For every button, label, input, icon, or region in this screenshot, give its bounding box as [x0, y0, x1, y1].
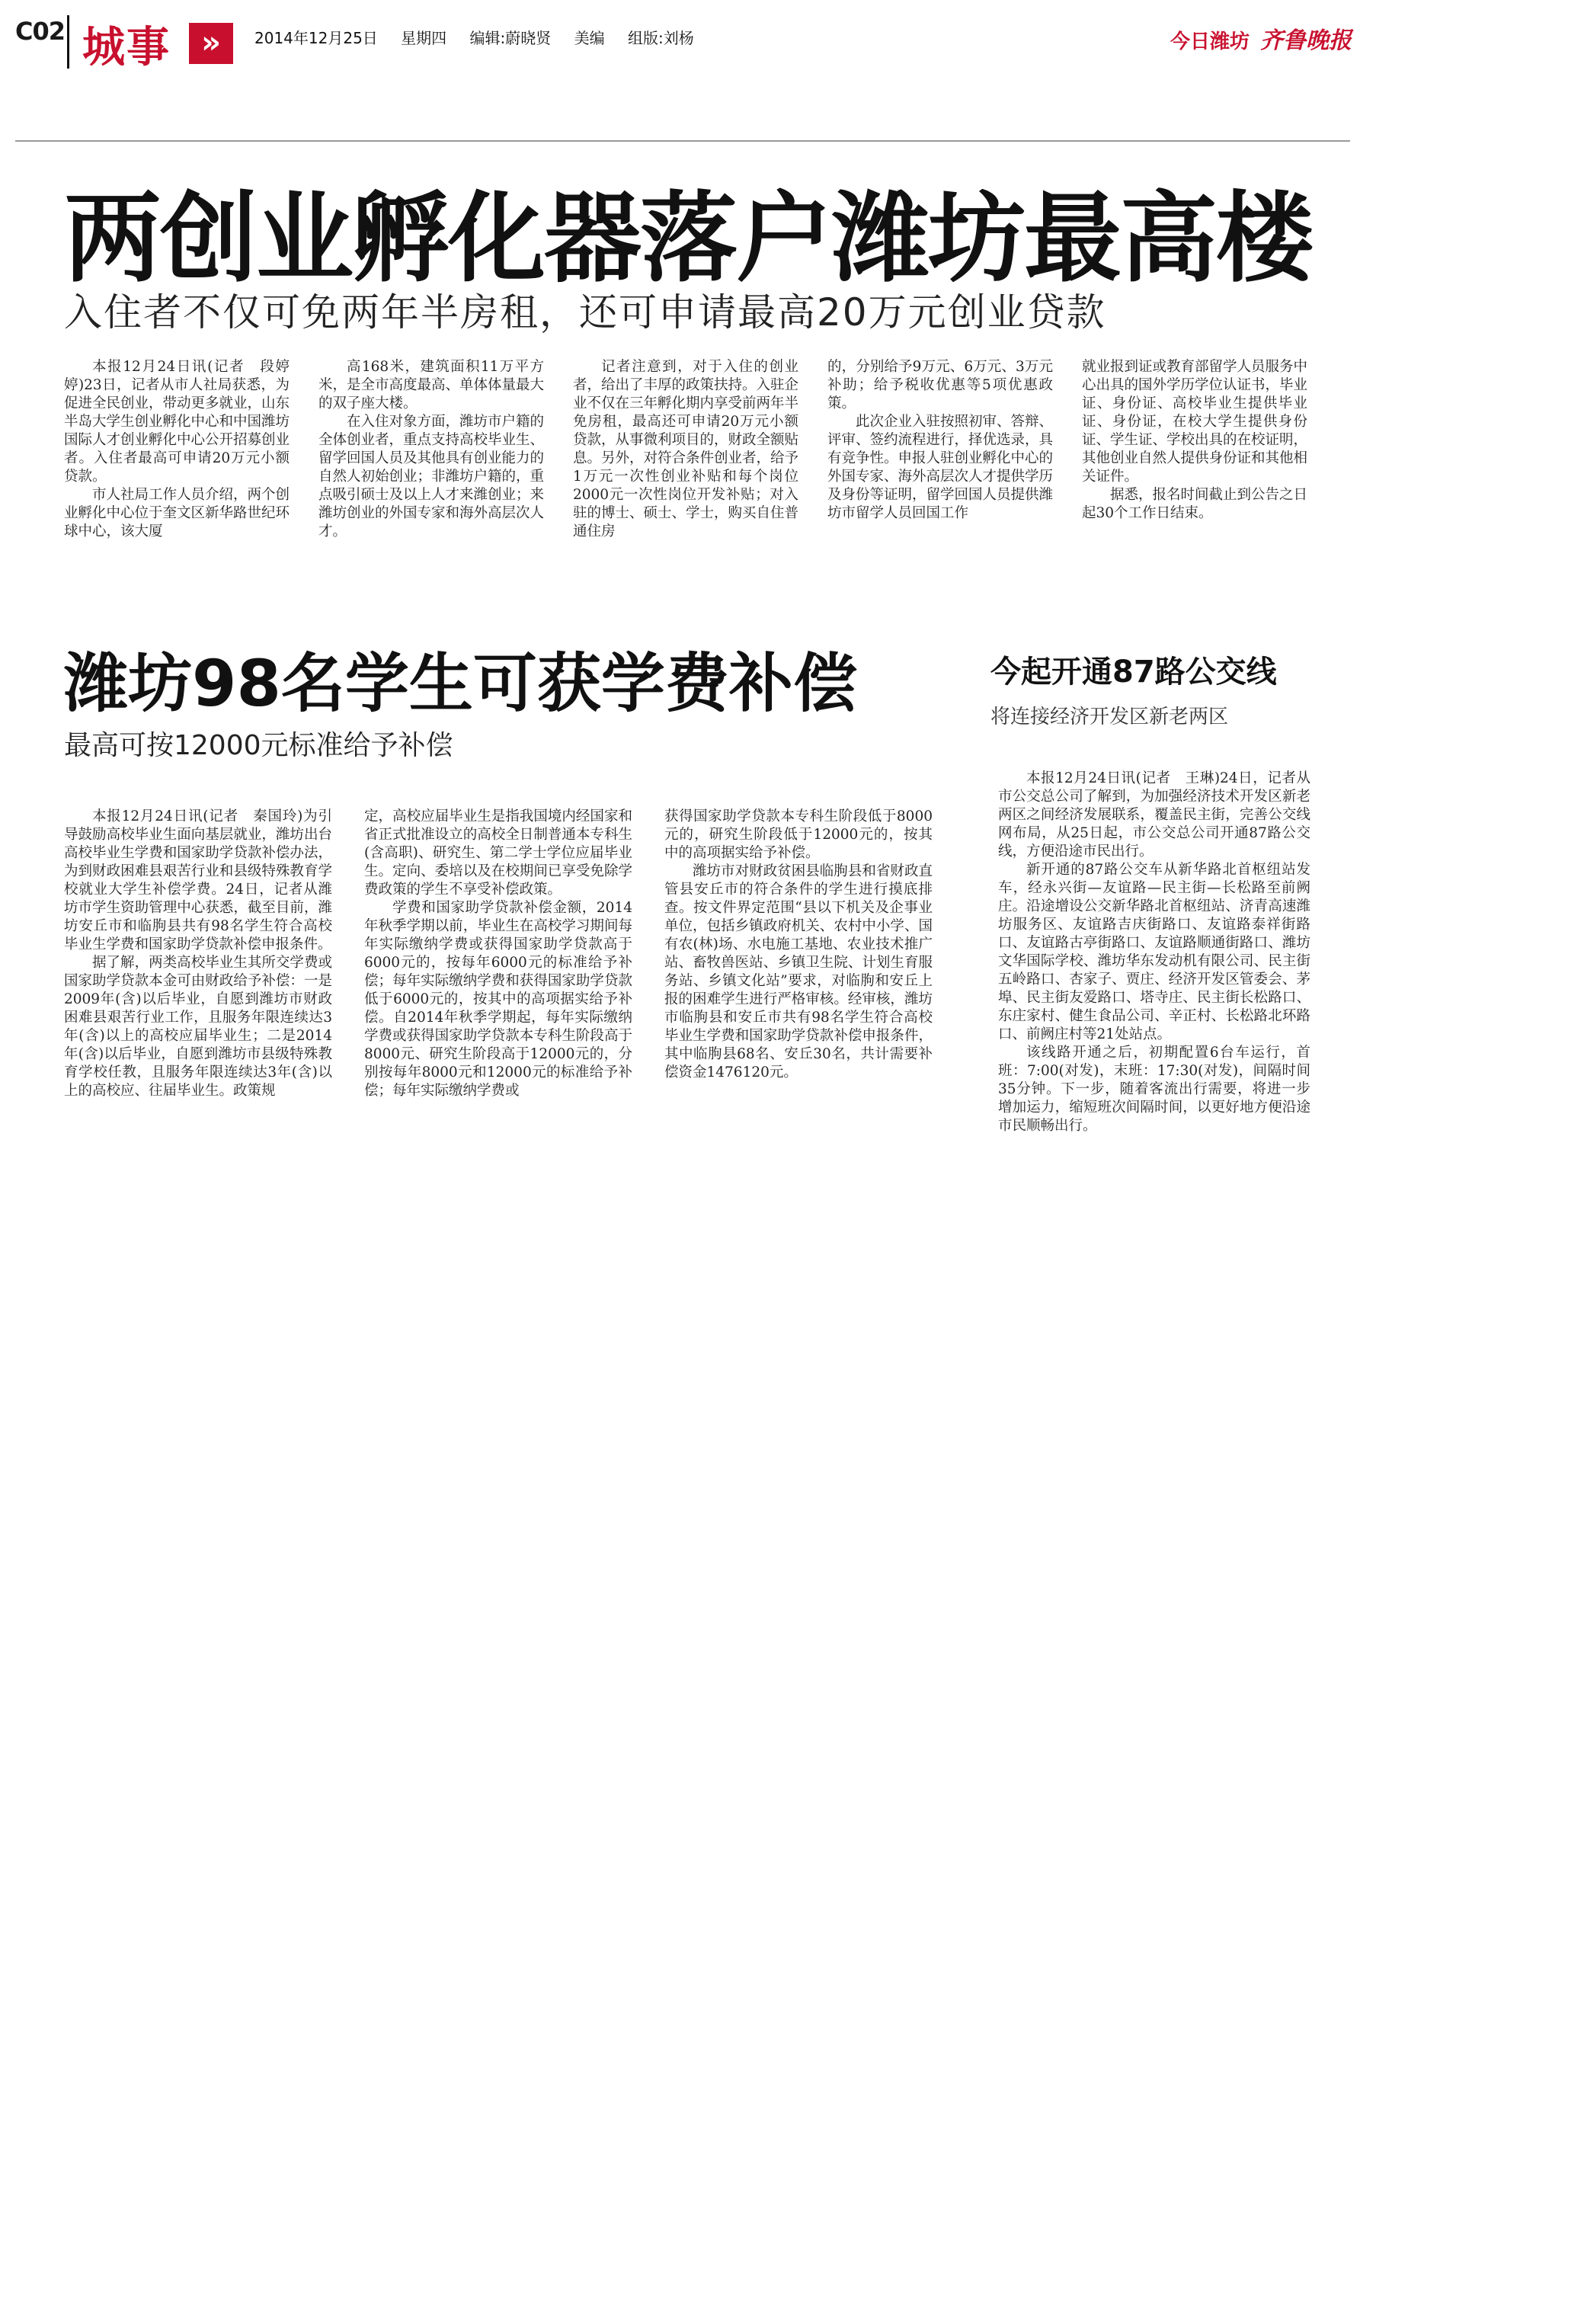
- article1-subheadline: 入住者不仅可免两年半房租，还可申请最高20万元创业贷款: [64, 290, 1106, 335]
- article1-paragraph: 在入住对象方面，潍坊市户籍的全体创业者，重点支持高校毕业生、留学回国人员及其他具有创业能力的自然人初始创业；非潍坊户籍的，重点吸引硕士及以上人才来潍创业；来潍坊创业的外国专家和海外高层次人才。: [318, 414, 545, 539]
- article2-headline: 潍坊98名学生可获学费补偿: [64, 646, 857, 721]
- issue-meta: [254, 26, 712, 48]
- article1-paragraph: 记者注意到，对于入住的创业者，给出了丰厚的政策扶持。入驻企业不仅在三年孵化期内享受前两年半免房租，最高还可申请20万元小额贷款，从事微利项目的，财政全额贴息。另外，对符合条件创业者，给予1万元一次性创业补贴和每个岗位2000元一次性岗位开发补贴；对入驻的博士、硕士、学士，购买自住普通住房: [573, 359, 799, 539]
- issue-date: 2014年12月25日: [254, 29, 378, 47]
- article3-paragraph: 新开通的87路公交车从新华路北首枢纽站发车，经永兴街—友谊路—民主街—长松路至前阙庄。沿途增设公交新华路北首枢纽站、济青高速潍坊服务区、友谊路吉庆街路口、友谊路泰祥街路口、友谊路古亭街路口、友谊路顺通街路口、潍坊文华国际学校、潍坊华东发动机有限公司、民主街五岭路口、杏家子、贾庄、经济开发区管委会、茅埠、民主街友爱路口、塔寺庄、民主街长松路口、东庄家村、健生食品公司、辛正村、长松路北环路口、前阙庄村等21处站点。: [998, 862, 1310, 1042]
- art-editor-credit: 美编: [574, 29, 605, 47]
- article3-headline: 今起开通87路公交线: [990, 655, 1277, 690]
- layout-credit: 组版:刘杨: [627, 29, 694, 47]
- article1-column-2: [318, 358, 544, 541]
- header-divider: [67, 15, 69, 69]
- masthead: [1170, 21, 1352, 55]
- newspaper-logo: 齐鲁晚报: [1260, 27, 1352, 54]
- article1-paragraph: 此次企业入驻按照初审、答辩、评审、签约流程进行，择优选录，具有竞争性。申报人驻创业孵化中心的外国专家、海外高层次人才提供学历及身份等证明，留学回国人员提供潍坊市留学人员回国工作: [827, 414, 1054, 521]
- article2-column-2: [364, 808, 632, 1100]
- article3-paragraph: 本报12月24日讯(记者 王琳)24日，记者从市公交总公司了解到，为加强经济技术开发区新老两区之间经济发展联系，覆盖民主街，完善公交线网布局，从25日起，市公交总公司开通87路公交线，方便沿途市民出行。: [998, 770, 1310, 859]
- article1-column-5: [1082, 358, 1307, 523]
- article2-paragraph: 潍坊市对财政贫困县临朐县和省财政直管县安丘市的符合条件的学生进行摸底排查。按文件界定范围“县以下机关及企事业单位，包括乡镇政府机关、农村中小学、国有农(林)场、水电施工基地、农业技术推广站、畜牧兽医站、乡镇卫生院、计划生育服务站、乡镇文化站”要求，对临朐和安丘上报的困难学生进行严格审核。经审核，潍坊市临朐县和安丘市共有98名学生符合高校毕业生学费和国家助学贷款补偿申报条件，其中临朐县68名、安丘30名，共计需要补偿资金1476120元。: [664, 863, 933, 1080]
- edition-name: 今日潍坊: [1170, 30, 1250, 53]
- page-number: C02: [15, 17, 66, 46]
- article1-paragraph: 就业报到证或教育部留学人员服务中心出具的国外学历学位认证书，毕业证、身份证、高校毕业生提供毕业证、身份证，在校大学生提供身份证、学生证、学校出具的在校证明，其他创业自然人提供身份证和其他相关证件。: [1082, 359, 1308, 485]
- article1-paragraph: 高168米，建筑面积11万平方米，是全市高度最高、单体体量最大的双子座大楼。: [318, 359, 545, 411]
- article2-column-1: [64, 808, 332, 1100]
- section-arrow-icon: »: [189, 23, 233, 64]
- article2-paragraph: 定，高校应届毕业生是指我国境内经国家和省正式批准设立的高校全日制普通本专科生(含高职)、研究生、第二学士学位应届毕业生。定向、委培以及在校期间已享受免除学费政策的学生不享受补偿政策。: [364, 808, 632, 898]
- issue-weekday: 星期四: [401, 29, 447, 47]
- header-rule: [15, 140, 1350, 142]
- article1-headline: 两创业孵化器落户潍坊最高楼: [64, 182, 1313, 296]
- article1-paragraph: 的，分别给予9万元、6万元、3万元补助；给予税收优惠等5项优惠政策。: [827, 359, 1053, 411]
- article2-subheadline: 最高可按12000元标准给予补偿: [64, 730, 453, 761]
- article2-paragraph: 据了解，两类高校毕业生其所交学费或国家助学贷款本金可由财政给予补偿：一是2009年(含)以后毕业，自愿到潍坊市财政困难县艰苦行业工作，且服务年限连续达3年(含)以上的高校应届毕业生；二是2014年(含)以后毕业，自愿到潍坊市县级特殊教育学校任教，且服务年限连续达3年(含)以上的高校应、往届毕业生。政策规: [64, 955, 332, 1099]
- article1-paragraph: 市人社局工作人员介绍，两个创业孵化中心位于奎文区新华路世纪环球中心，该大厦: [64, 487, 290, 539]
- article1-column-4: [827, 358, 1053, 523]
- article2-paragraph: 本报12月24日讯(记者 秦国玲)为引导鼓励高校毕业生面向基层就业，潍坊出台高校毕业生学费和国家助学贷款补偿办法，为到财政困难县艰苦行业和县级特殊教育学校就业大学生补偿学费。24日，记者从潍坊市学生资助管理中心获悉，截至目前，潍坊安丘市和临朐县共有98名学生符合高校毕业生学费和国家助学贷款补偿申报条件。: [64, 808, 332, 952]
- article3-column-1: [998, 770, 1310, 1135]
- article2-paragraph: 学费和国家助学贷款补偿金额，2014年秋季学期以前，毕业生在高校学习期间每年实际缴纳学费或获得国家助学贷款高于6000元的，按每年6000元的标准给予补偿；每年实际缴纳学费和获得国家助学贷款低于6000元的，按其中的高项据实给予补偿。自2014年秋季学期起，每年实际缴纳学费或获得国家助学贷款本专科生阶段高于8000元、研究生阶段高于12000元的，分别按每年8000元和12000元的标准给予补偿；每年实际缴纳学费或: [364, 900, 632, 1099]
- article1-column-3: [573, 358, 798, 541]
- article3-paragraph: 该线路开通之后，初期配置6台车运行，首班：7:00(对发)，末班：17:30(对发)，间隔时间35分钟。下一步，随着客流出行需要，将进一步增加运力，缩短班次间隔时间，以更好地方便沿途市民顺畅出行。: [998, 1045, 1310, 1134]
- article3-subheadline: 将连接经济开发区新老两区: [990, 706, 1229, 728]
- article2-column-3: [664, 808, 933, 1082]
- article1-column-1: [64, 358, 290, 541]
- article2-paragraph: 获得国家助学贷款本专科生阶段低于8000元的，研究生阶段低于12000元的，按其中的高项据实给予补偿。: [664, 808, 933, 861]
- editor-credit: 编辑:蔚晓贤: [469, 29, 552, 47]
- article1-paragraph: 据悉，报名时间截止到公告之日起30个工作日结束。: [1082, 487, 1308, 521]
- article1-paragraph: 本报12月24日讯(记者 段婷婷)23日，记者从市人社局获悉，为促进全民创业，带动更多就业，山东半岛大学生创业孵化中心和中国潍坊国际人才创业孵化中心公开招募创业者。入住者最高可申请20万元小额贷款。: [64, 359, 290, 485]
- section-title: 城事: [82, 22, 171, 72]
